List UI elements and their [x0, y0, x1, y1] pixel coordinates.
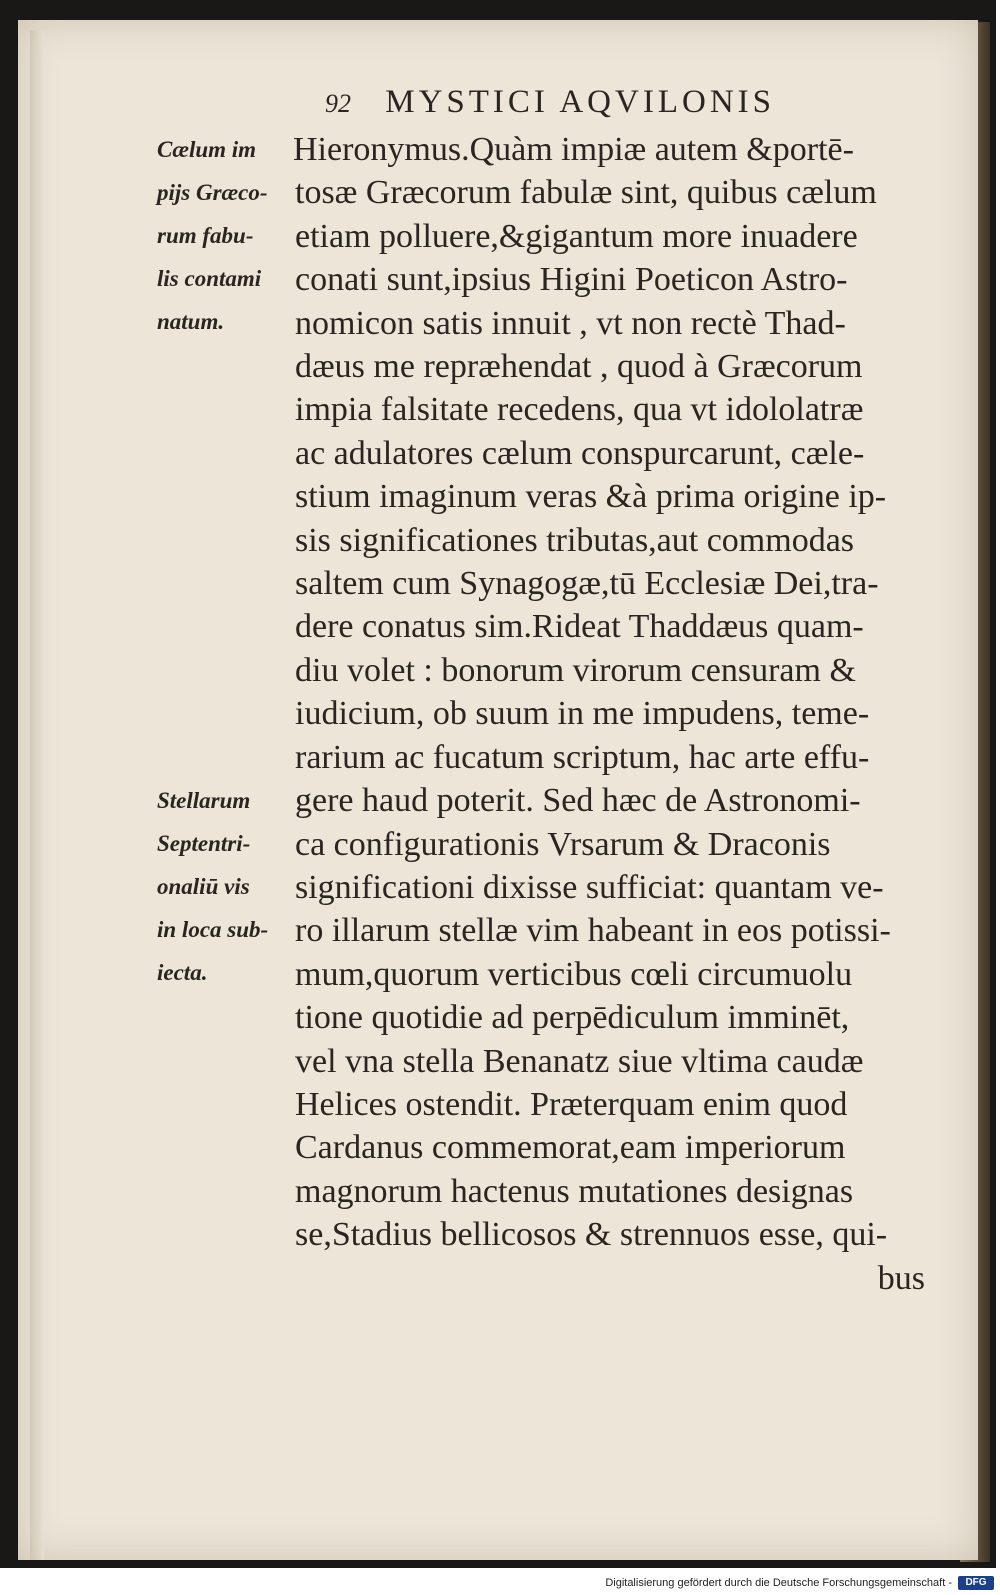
text-line: tosæ Græcorum fabulæ sint, quibus cælum [295, 174, 877, 212]
text-line: nomicon satis innuit , vt non rectè Thad- [295, 304, 846, 342]
text-line: Helices ostendit. Præterquam enim quod [295, 1085, 848, 1123]
running-title: MYSTICI AQVILONIS [385, 84, 775, 120]
text-line: dæus me repræhendat , quod à Græcorum [295, 348, 863, 386]
margin-note-line: natum. [157, 309, 225, 334]
text-line: iudicium, ob suum in me impudens, teme- [295, 695, 870, 733]
text-line: Hieronymus.Quàm impiæ autem &portē- [293, 131, 854, 168]
text-line: saltem cum Synagogæ,tū Ecclesiæ Dei,tra- [295, 565, 879, 603]
margin-note-line: pijs Græco- [157, 180, 268, 205]
margin-note-line: Stellarum [157, 788, 251, 813]
text-line: dere conatus sim.Rideat Thaddæus quam- [295, 608, 864, 646]
text-line: significationi dixisse sufficiat: quantam ve- [295, 868, 884, 906]
text-line: ac adulatores cælum conspurcarunt, cæle- [295, 434, 865, 472]
main-text-block [295, 128, 935, 1300]
margin-note-line: Septentri- [157, 831, 251, 856]
page-gutter [30, 30, 44, 1560]
text-line: impia falsitate recedens, qua vt idololatræ [295, 391, 864, 429]
text-line: sis significationes tributas,aut commodas [295, 521, 855, 559]
text-line: tione quotidie ad perpēdiculum imminēt, [295, 999, 850, 1037]
margin-note-1 [157, 128, 292, 343]
text-line: rarium ac fucatum scriptum, hac arte effu- [295, 738, 870, 776]
margin-note-line: iecta. [157, 960, 208, 985]
margin-note-line: rum fabu- [157, 223, 254, 248]
funding-credit: Digitalisierung gefördert durch die Deutsche Forschungsgemeinschaft - [605, 1577, 952, 1589]
text-line: ro illarum stellæ vim habeant in eos potissi- [295, 912, 891, 950]
text-line: gere haud poterit. Sed hæc de Astronomi- [295, 782, 861, 820]
margin-note-2 [157, 779, 292, 994]
text-line: etiam polluere,&gigantum more inuadere [295, 217, 858, 255]
catchword: bus [877, 1259, 925, 1297]
text-line: magnorum hactenus mutationes designas [295, 1172, 854, 1210]
text-line: se,Stadius bellicosos & strennuos esse, qui- [295, 1216, 888, 1254]
margin-note-line: lis contami [157, 266, 262, 291]
margin-note-line: in loca sub- [157, 917, 269, 942]
text-line: conati sunt,ipsius Higini Poeticon Astro- [295, 261, 848, 299]
text-line: stium imaginum veras &à prima origine ip- [295, 478, 887, 516]
margin-note-line: onaliū vis [157, 874, 250, 899]
text-line: Cardanus commemorat,eam imperiorum [295, 1129, 846, 1167]
margin-note-line: Cælum im [157, 137, 257, 162]
text-line: vel vna stella Benanatz siue vltima caudæ [295, 1042, 864, 1080]
running-header [325, 84, 775, 124]
text-line: diu volet : bonorum virorum censuram & [295, 651, 856, 689]
text-line: mum,quorum verticibus cœli circumuolu [295, 955, 853, 993]
dfg-logo: DFG [958, 1576, 994, 1590]
text-line: ca configurationis Vrsarum & Draconis [295, 825, 831, 863]
page-number: 92 [325, 89, 351, 118]
